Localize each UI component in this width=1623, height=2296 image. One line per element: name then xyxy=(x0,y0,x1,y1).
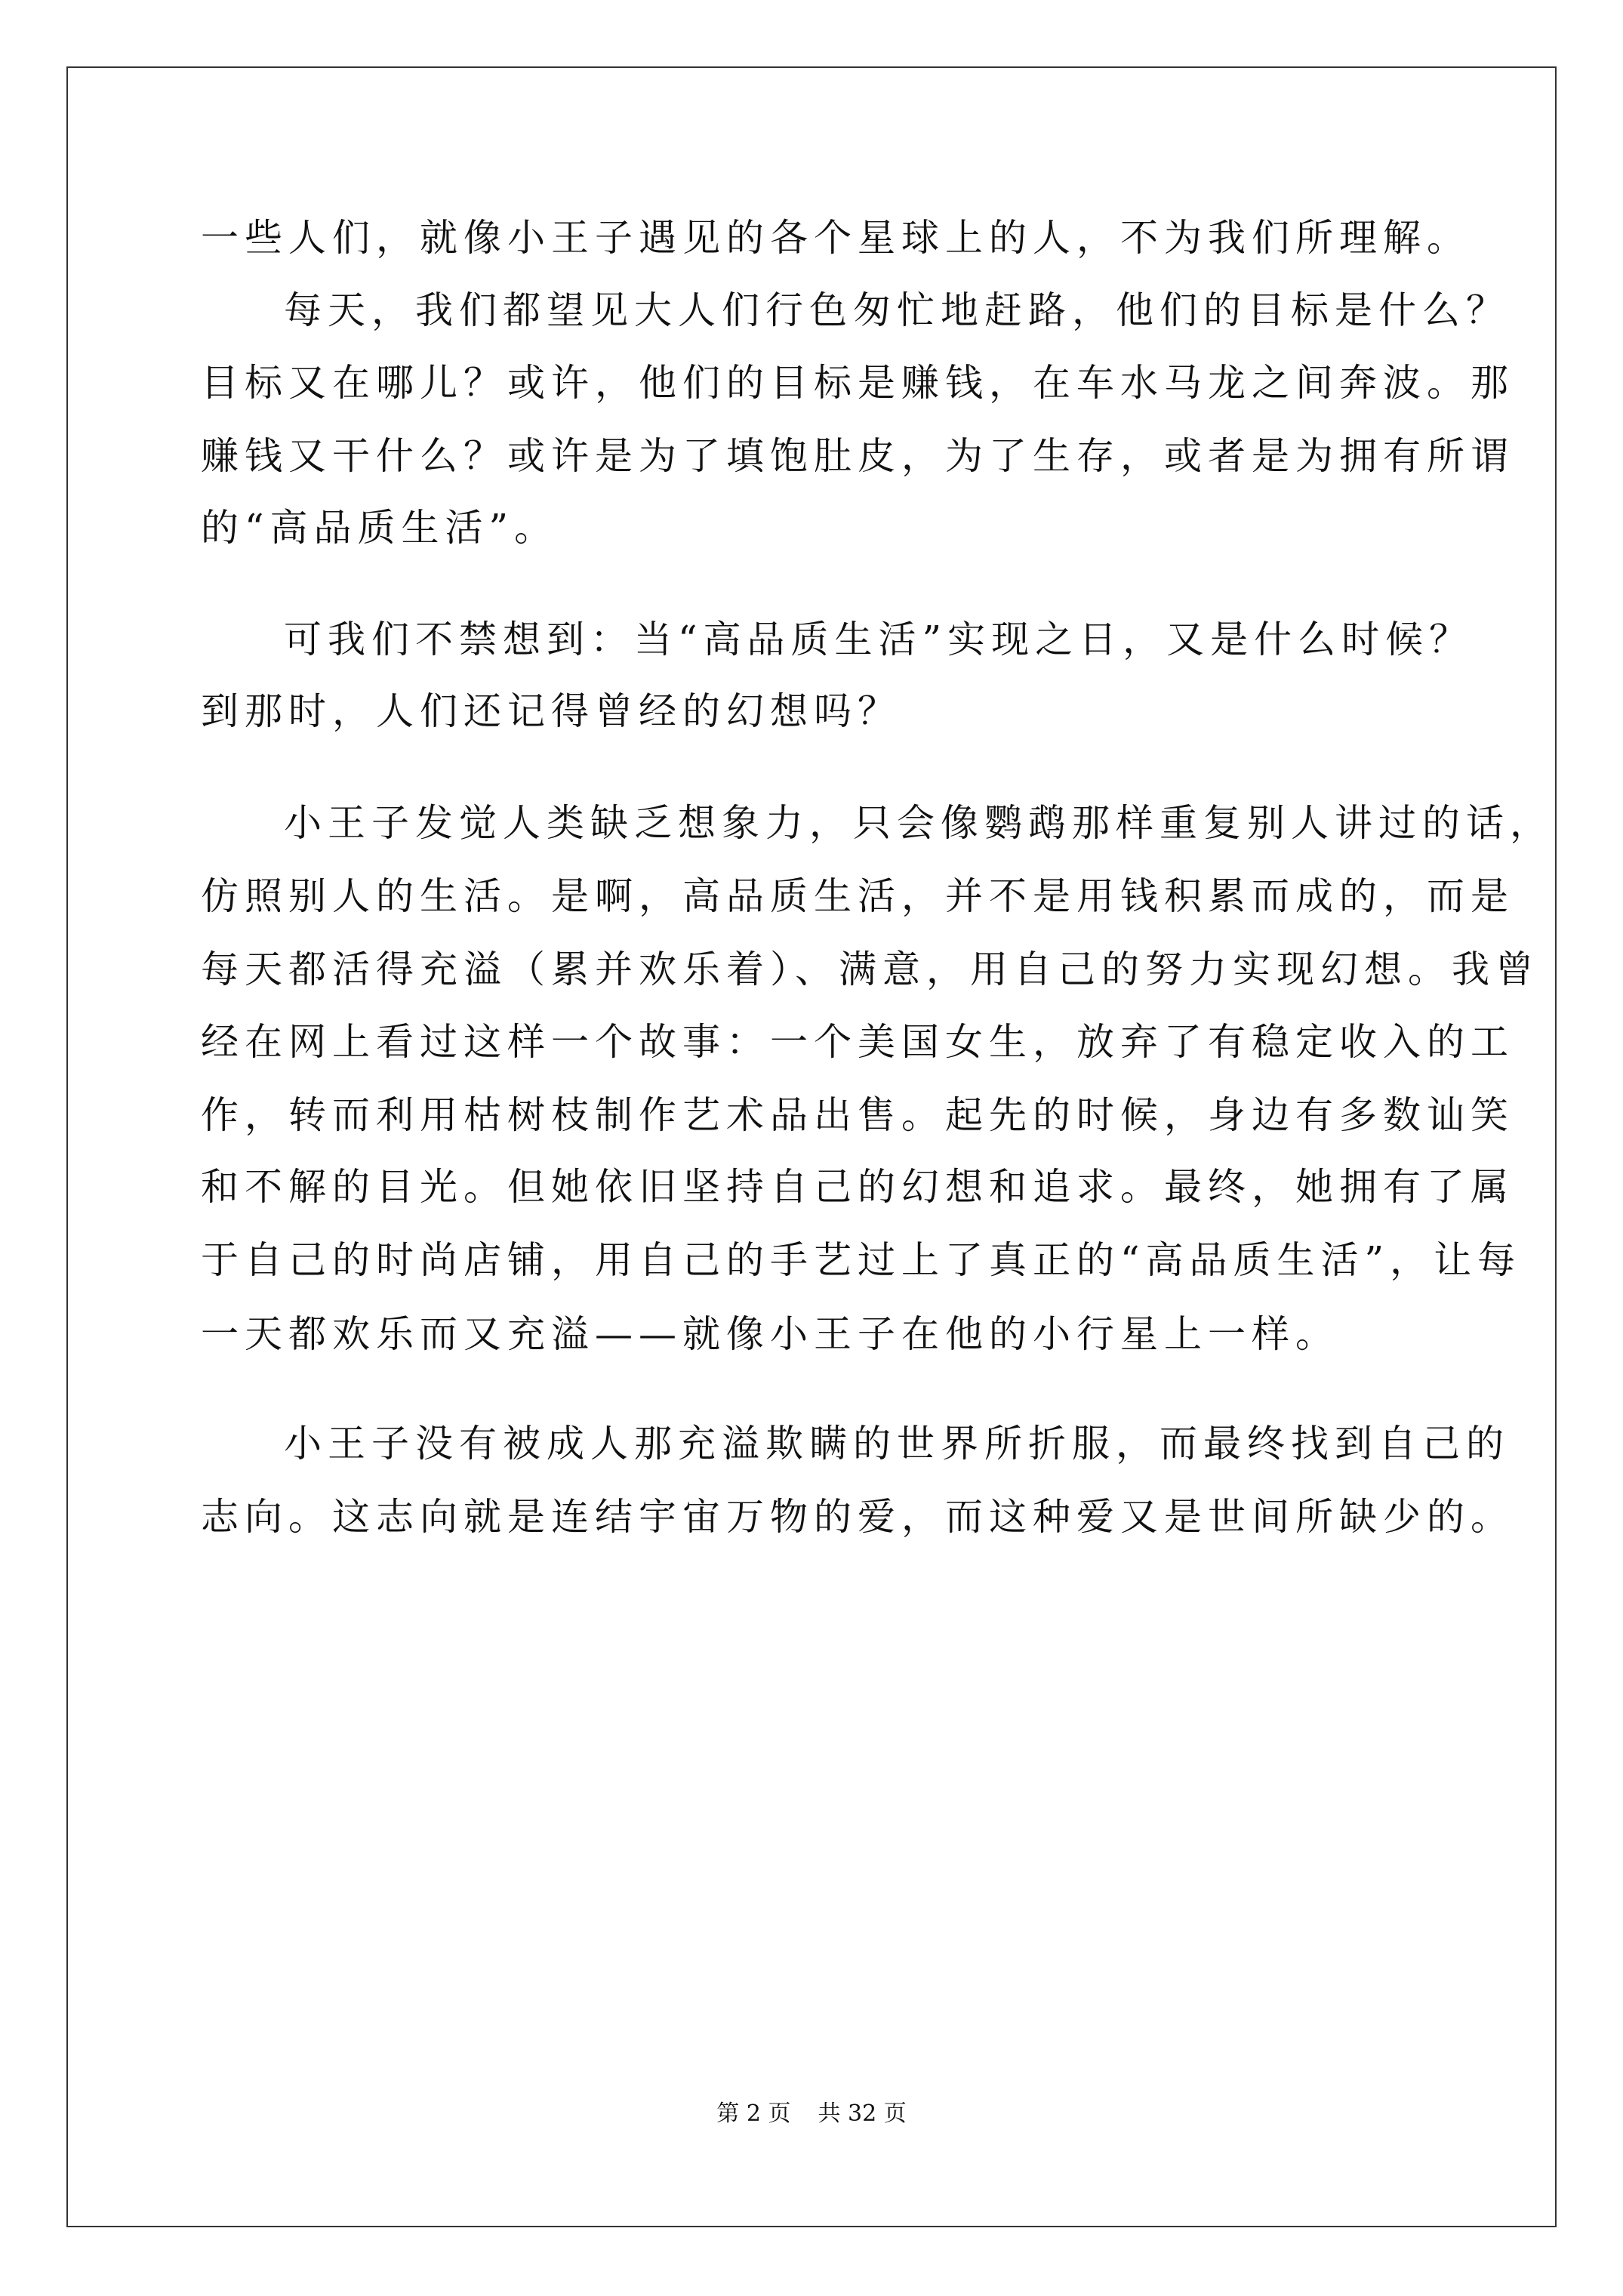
page-footer xyxy=(0,2099,1623,2129)
page-number-current: 第 2 页 xyxy=(716,2100,791,2127)
text-line: 每天，我们都望见大人们行色匆忙地赶路，他们的目标是什么？ xyxy=(284,288,1510,332)
text-line: 每天都活得充溢（累并欢乐着）、满意，用自己的努力实现幻想。我曾 xyxy=(201,948,1539,991)
text-line: 小王子没有被成人那充溢欺瞒的世界所折服，而最终找到自己的 xyxy=(284,1422,1510,1465)
text-line: 赚钱又干什么？或许是为了填饱肚皮，为了生存，或者是为拥有所谓 xyxy=(201,434,1514,478)
text-line: 小王子发觉人类缺乏想象力，只会像鹦鹉那样重复别人讲过的话， xyxy=(284,801,1554,845)
text-line: 和不解的目光。但她依旧坚持自己的幻想和追求。最终，她拥有了属 xyxy=(201,1165,1514,1209)
text-line: 志向。这志向就是连结宇宙万物的爱，而这种爱又是世间所缺少的。 xyxy=(201,1495,1514,1539)
text-line: 作，转而利用枯树枝制作艺术品出售。起先的时候，身边有多数讪笑 xyxy=(201,1093,1514,1137)
text-line: 目标又在哪儿？或许，他们的目标是赚钱，在车水马龙之间奔波。那 xyxy=(201,361,1514,405)
text-line: 的“高品质生活”。 xyxy=(201,506,559,550)
text-line: 一天都欢乐而又充溢——就像小王子在他的小行星上一样。 xyxy=(201,1312,1339,1356)
text-line: 经在网上看过这样一个故事：一个美国女生，放弃了有稳定收入的工 xyxy=(201,1020,1514,1064)
text-line: 一些人们，就像小王子遇见的各个星球上的人，不为我们所理解。 xyxy=(201,216,1471,260)
text-line: 可我们不禁想到：当“高品质生活”实现之日，又是什么时候？ xyxy=(284,618,1474,661)
text-line: 到那时，人们还记得曾经的幻想吗？ xyxy=(201,689,901,733)
text-line: 于自己的时尚店铺，用自己的手艺过上了真正的“高品质生活”，让每 xyxy=(201,1238,1522,1282)
text-line: 仿照别人的生活。是啊，高品质生活，并不是用钱积累而成的，而是 xyxy=(201,874,1514,918)
page-number-total: 共 32 页 xyxy=(818,2100,907,2127)
